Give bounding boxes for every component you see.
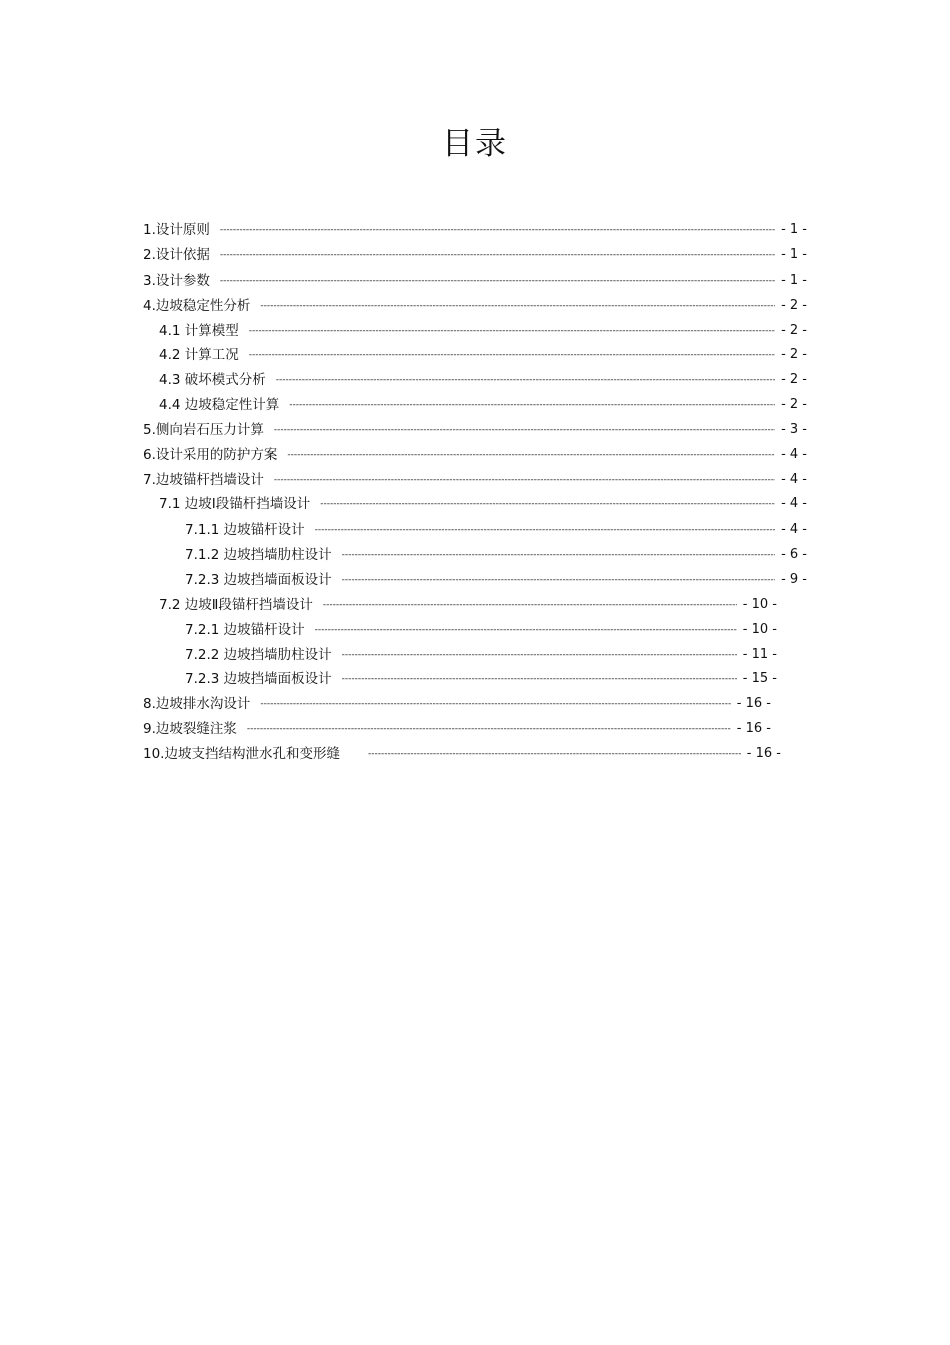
toc-entry[interactable]	[185, 620, 777, 640]
toc-entry[interactable]	[159, 395, 807, 415]
toc-entry-label: 8.边坡排水沟设计	[143, 696, 251, 712]
toc-entry[interactable]	[185, 545, 807, 565]
toc-entry[interactable]	[143, 719, 771, 739]
toc-entry-page: - 16 -	[746, 746, 781, 761]
toc-entry[interactable]	[143, 744, 781, 764]
toc-entry-page: - 2 -	[781, 298, 807, 313]
toc-entry-label: 7.1 边坡Ⅰ段锚杆挡墙设计	[159, 496, 311, 512]
toc-leader	[274, 420, 775, 440]
toc-leader	[247, 719, 731, 739]
toc-entry-label: 7.2.1 边坡锚杆设计	[185, 622, 305, 638]
toc-entry-label: 10.边坡支挡结构泄水孔和变形缝	[143, 746, 340, 762]
toc-entry-page: - 9 -	[781, 572, 807, 587]
toc-leader	[315, 520, 775, 540]
toc-leader	[368, 744, 741, 764]
toc-entry-label: 7.2.2 边坡挡墙肋柱设计	[185, 647, 332, 663]
toc-entry[interactable]	[143, 245, 807, 265]
toc-entry-page: - 2 -	[781, 323, 807, 338]
toc-leader	[342, 570, 775, 590]
toc-entry-label: 4.1 计算模型	[159, 323, 239, 339]
toc-entry[interactable]	[143, 470, 807, 490]
toc-entry-page: - 15 -	[742, 671, 777, 686]
toc-entry-label: 7.2 边坡Ⅱ段锚杆挡墙设计	[159, 597, 313, 613]
toc-entry-page: - 3 -	[781, 422, 807, 437]
toc-entry[interactable]	[159, 370, 807, 390]
toc-leader	[342, 645, 737, 665]
toc-entry-label: 4.边坡稳定性分析	[143, 298, 251, 314]
toc-entry-label: 7.1.2 边坡挡墙肋柱设计	[185, 547, 332, 563]
toc-leader	[320, 494, 775, 514]
toc-entry[interactable]	[159, 345, 807, 365]
toc-entry-label: 7.边坡锚杆挡墙设计	[143, 472, 264, 488]
toc-entry-label: 7.1.1 边坡锚杆设计	[185, 522, 305, 538]
toc-leader	[249, 345, 775, 365]
toc-entry-label: 1.设计原则	[143, 222, 210, 238]
toc-entry[interactable]	[159, 321, 807, 341]
toc-entry-label: 4.2 计算工况	[159, 347, 239, 363]
toc-leader	[276, 370, 775, 390]
toc-entry[interactable]	[143, 694, 771, 714]
toc-leader	[220, 220, 775, 240]
toc-entry[interactable]	[159, 494, 807, 514]
toc-entry-label: 4.3 破坏模式分析	[159, 372, 266, 388]
toc-leader	[260, 296, 775, 316]
toc-entry-label: 4.4 边坡稳定性计算	[159, 397, 280, 413]
toc-entry-label: 3.设计参数	[143, 273, 210, 289]
toc-leader	[342, 669, 737, 689]
toc-entry[interactable]	[185, 645, 777, 665]
toc-leader	[220, 245, 775, 265]
toc-leader	[274, 470, 775, 490]
toc-entry-page: - 10 -	[742, 622, 777, 637]
toc-entry-page: - 16 -	[736, 696, 771, 711]
toc-entry-page: - 4 -	[781, 447, 807, 462]
toc-leader	[289, 395, 775, 415]
toc-entry-page: - 2 -	[781, 372, 807, 387]
toc-entry-label: 7.2.3 边坡挡墙面板设计	[185, 671, 332, 687]
toc-entry-page: - 4 -	[781, 522, 807, 537]
toc-entry[interactable]	[185, 669, 777, 689]
page-title: 目录	[442, 126, 508, 162]
toc-entry-page: - 4 -	[781, 472, 807, 487]
toc-entry[interactable]	[143, 296, 807, 316]
toc-entry-page: - 10 -	[742, 597, 777, 612]
toc-entry[interactable]	[143, 445, 807, 465]
toc-entry-page: - 4 -	[781, 496, 807, 511]
toc-entry-label: 9.边坡裂缝注浆	[143, 721, 237, 737]
toc-entry-page: - 16 -	[736, 721, 771, 736]
toc-leader	[342, 545, 775, 565]
toc-entry-label: 7.2.3 边坡挡墙面板设计	[185, 572, 332, 588]
toc-entry-label: 6.设计采用的防护方案	[143, 447, 278, 463]
toc-entry[interactable]	[143, 220, 807, 240]
toc-entry[interactable]	[143, 420, 807, 440]
toc-leader	[287, 445, 775, 465]
toc-entry[interactable]	[159, 595, 777, 615]
toc-entry-page: - 1 -	[781, 247, 807, 262]
toc-leader	[315, 620, 737, 640]
toc-entry-page: - 11 -	[742, 647, 777, 662]
toc-entry-label: 2.设计依据	[143, 247, 210, 263]
toc-entry-page: - 2 -	[781, 397, 807, 412]
toc-entry-page: - 6 -	[781, 547, 807, 562]
toc-entry-page: - 2 -	[781, 347, 807, 362]
toc-entry[interactable]	[185, 570, 807, 590]
toc-leader	[260, 694, 730, 714]
toc-leader	[323, 595, 737, 615]
toc-leader	[220, 271, 775, 291]
toc-leader	[249, 321, 775, 341]
toc-entry[interactable]	[143, 271, 807, 291]
toc-entry-label: 5.侧向岩石压力计算	[143, 422, 264, 438]
toc-entry-page: - 1 -	[781, 222, 807, 237]
toc-entry[interactable]	[185, 520, 807, 540]
toc-entry-page: - 1 -	[781, 273, 807, 288]
